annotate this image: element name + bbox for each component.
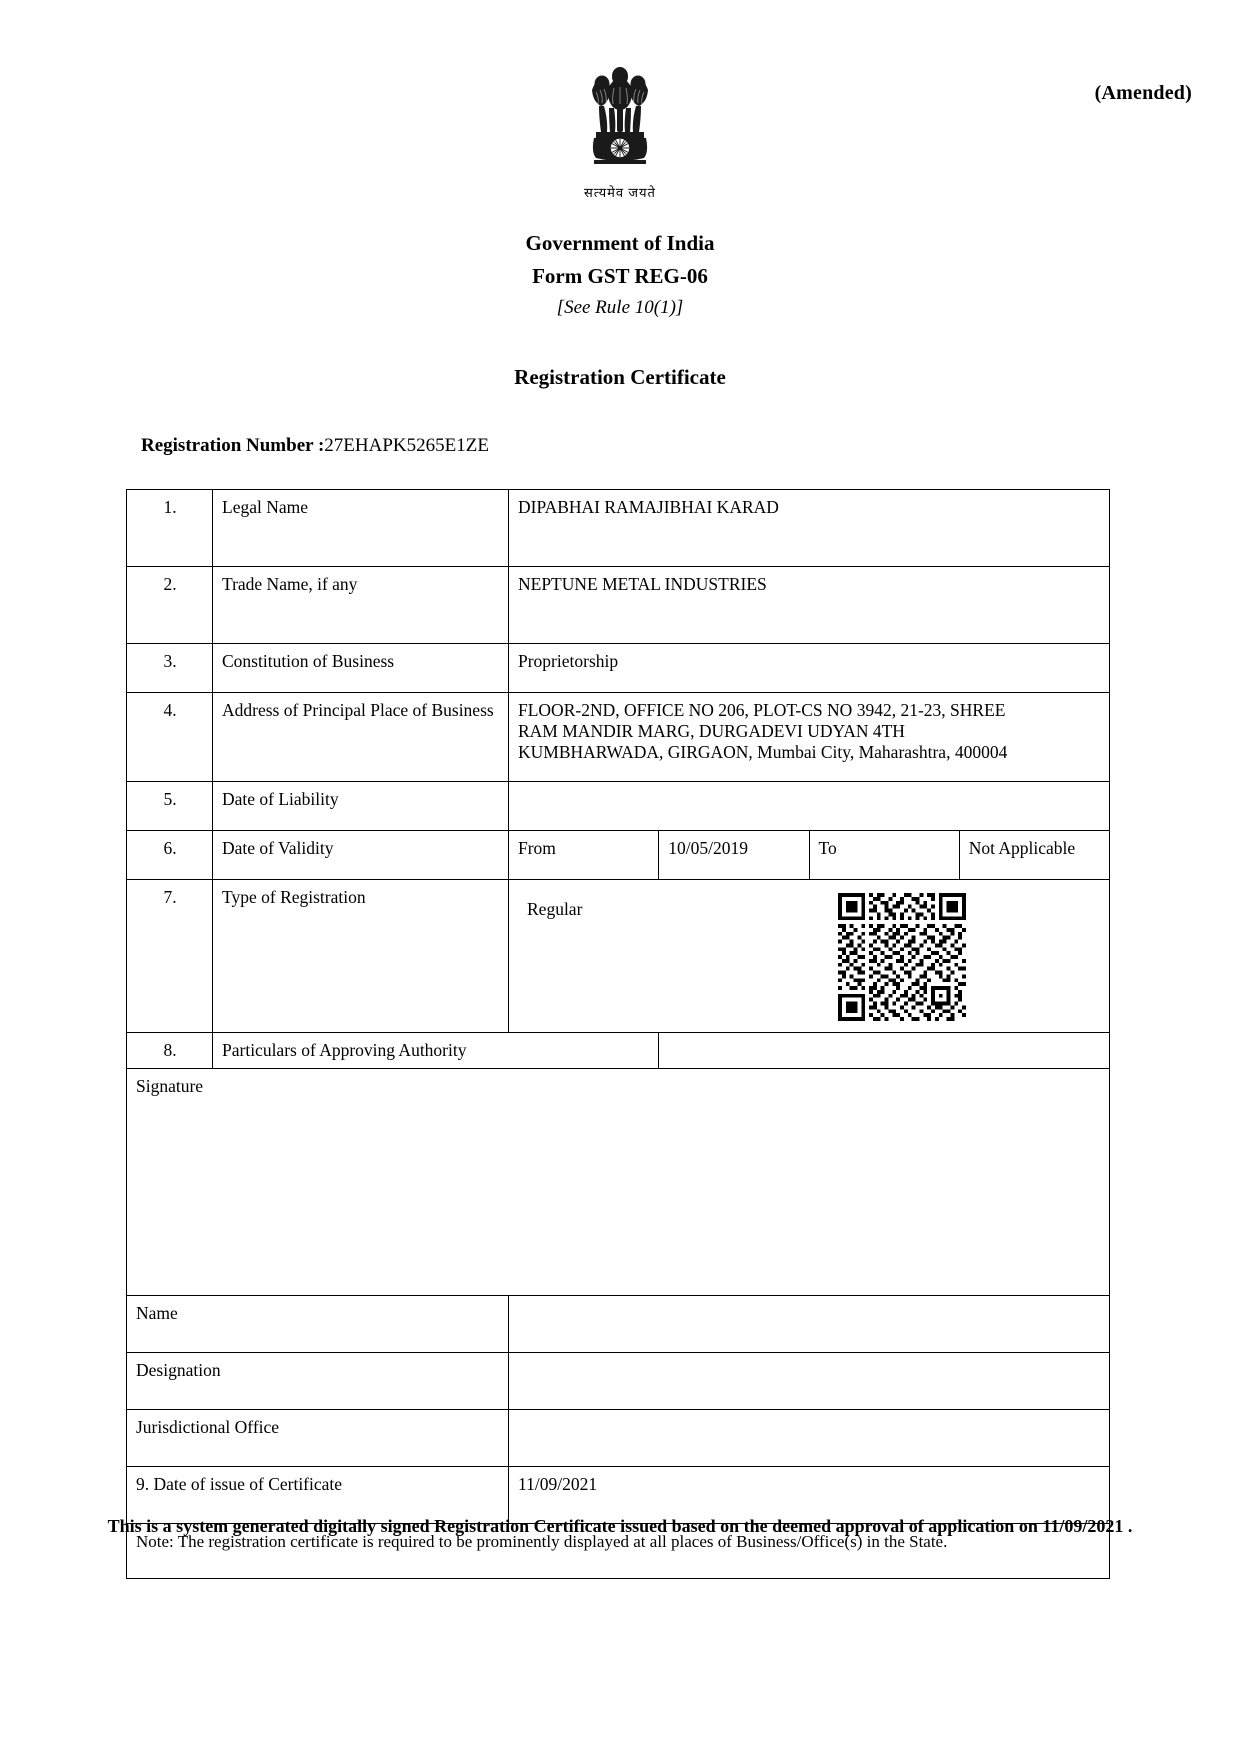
footer-statement: This is a system generated digitally signed Registration Certificate issued based on the deemed approval of application on 11/09/2021 . xyxy=(107,1516,1133,1536)
validity-from-label: From xyxy=(509,831,659,880)
constitution-label: Constitution of Business xyxy=(213,644,509,693)
table-row xyxy=(127,1410,1110,1467)
table-row xyxy=(127,1033,1110,1069)
authority-name-value xyxy=(509,1296,1110,1353)
type-of-registration-cell xyxy=(509,880,1110,1033)
address-line: KUMBHARWADA, GIRGAON, Mumbai City, Maharashtra, 400004 xyxy=(518,742,1008,762)
government-label: Government of India xyxy=(525,231,715,255)
certificate-table xyxy=(126,489,1110,1579)
registration-number-line xyxy=(141,435,489,457)
date-of-issue-label: 9. Date of issue of Certificate xyxy=(127,1467,509,1524)
table-row xyxy=(127,567,1110,644)
table-row xyxy=(127,782,1110,831)
registration-number-label: Registration Number : xyxy=(141,435,325,456)
row-number: 1. xyxy=(127,490,213,567)
date-of-validity-label: Date of Validity xyxy=(213,831,509,880)
legal-name-value: DIPABHAI RAMAJIBHAI KARAD xyxy=(509,490,1110,567)
date-of-liability-label: Date of Liability xyxy=(213,782,509,831)
table-row xyxy=(127,1296,1110,1353)
row-number: 4. xyxy=(127,693,213,782)
rule-reference: [See Rule 10(1)] xyxy=(556,297,684,318)
address-value xyxy=(509,693,1110,782)
date-of-issue-value: 11/09/2021 xyxy=(509,1467,1110,1524)
row-number: 3. xyxy=(127,644,213,693)
qr-code-icon xyxy=(838,893,966,1021)
row-number: 5. xyxy=(127,782,213,831)
validity-to-label: To xyxy=(809,831,959,880)
emblem-motto: सत्यमेव जयते xyxy=(584,185,656,200)
form-name: Form GST REG-06 xyxy=(532,264,708,288)
row-number: 7. xyxy=(127,880,213,1033)
signature-row xyxy=(127,1069,1110,1296)
table-row xyxy=(127,490,1110,567)
trade-name-label: Trade Name, if any xyxy=(213,567,509,644)
table-row xyxy=(127,880,1110,1033)
row-number: 6. xyxy=(127,831,213,880)
page-title: Registration Certificate xyxy=(514,365,726,389)
registration-number-value: 27EHAPK5265E1ZE xyxy=(324,435,489,456)
document-header xyxy=(0,228,1240,323)
table-row xyxy=(127,693,1110,782)
legal-name-label: Legal Name xyxy=(213,490,509,567)
trade-name-value: NEPTUNE METAL INDUSTRIES xyxy=(509,567,1110,644)
authority-designation-value xyxy=(509,1353,1110,1410)
address-label: Address of Principal Place of Business xyxy=(213,693,509,782)
validity-to-value: Not Applicable xyxy=(959,831,1109,880)
validity-from-value: 10/05/2019 xyxy=(659,831,809,880)
constitution-value: Proprietorship xyxy=(509,644,1110,693)
authority-designation-label: Designation xyxy=(127,1353,509,1410)
jurisdictional-office-value xyxy=(509,1410,1110,1467)
table-row xyxy=(127,1353,1110,1410)
approving-authority-value xyxy=(659,1033,1110,1069)
row-number: 8. xyxy=(127,1033,213,1069)
approving-authority-label: Particulars of Approving Authority xyxy=(213,1033,659,1069)
row-number: 2. xyxy=(127,567,213,644)
amended-label: (Amended) xyxy=(1094,82,1192,104)
address-line: FLOOR-2ND, OFFICE NO 206, PLOT-CS NO 3942, 21-23, SHREE xyxy=(518,700,1006,720)
signature-label: Signature xyxy=(127,1069,1110,1296)
table-row xyxy=(127,644,1110,693)
ashoka-lion-capital-icon xyxy=(574,62,666,180)
date-of-liability-value xyxy=(509,782,1110,831)
table-row xyxy=(127,1467,1110,1524)
jurisdictional-office-label: Jurisdictional Office xyxy=(127,1410,509,1467)
national-emblem-block xyxy=(0,62,1240,201)
type-of-registration-label: Type of Registration xyxy=(213,880,509,1033)
table-row xyxy=(127,831,1110,880)
address-line: RAM MANDIR MARG, DURGADEVI UDYAN 4TH xyxy=(518,721,905,741)
type-of-registration-value: Regular xyxy=(527,899,583,919)
authority-name-label: Name xyxy=(127,1296,509,1353)
display-note: Note: The registration certificate is required to be prominently displayed at all places of Business/Office(s) in the State. xyxy=(127,1524,1110,1579)
